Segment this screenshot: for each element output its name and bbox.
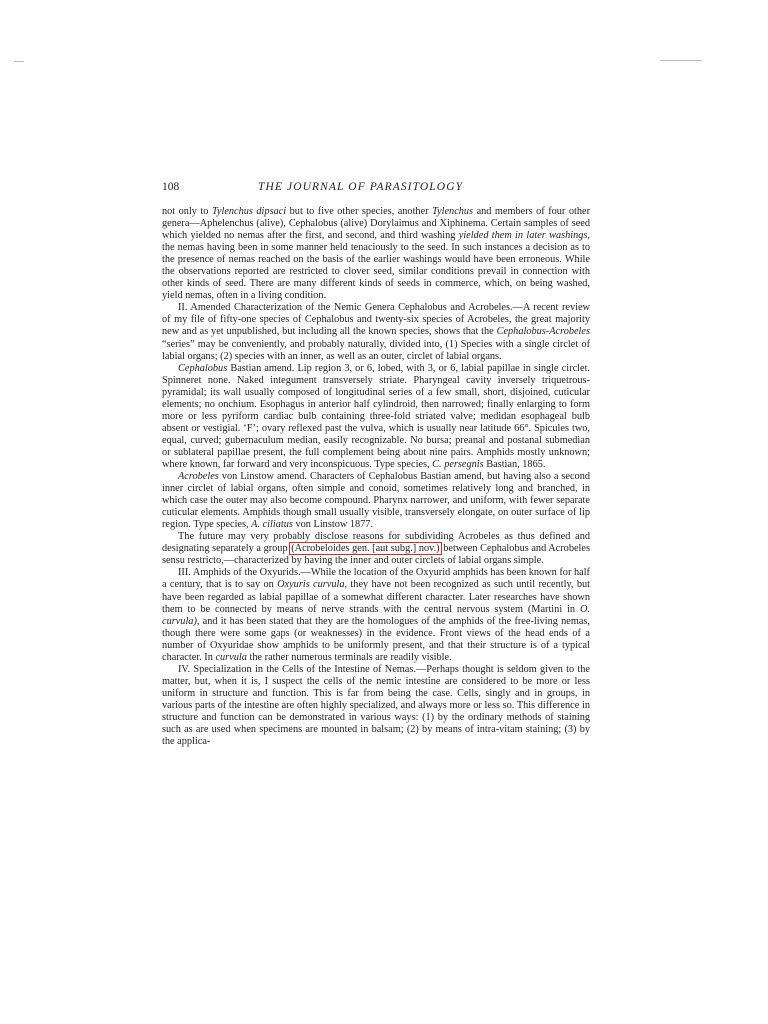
- text-segment: the rather numerous terminals are readily visible.: [246, 651, 452, 663]
- highlighted-genus-name: (Acrobeloides gen. [aut subg.] nov.): [291, 543, 440, 555]
- text-segment: “series” may be conveniently, and probably naturally, divided into, (1) Species with a single circlet of labial organs; (2) species with an inner, as well as an outer, circlet of labial organs.: [162, 338, 590, 362]
- text-segment: the nemas having been in some manner held tenaciously to the seed. In such instances a decision as to the presence of nemas reached on the basis of the earlier washings would have been erroneous. While the observations reported are restricted to clover seed, similar conditions prevail in connection with other kinds of seed. There are many different kinds of seeds in commerce, which, on being washed, yield nemas, often in a living condition.: [162, 242, 590, 302]
- text-segment: and it has been stated that they are the homologues of the amphids of the free-living nemas, though there were some gaps (or weaknesses) in the evidence. Front views of the head ends of a number of Oxyuridae show amphids to be uniformly present, and that their structure is of a typical character. In: [162, 615, 590, 663]
- italic-text: Cephalobus: [178, 362, 228, 374]
- paragraph: [162, 302, 590, 362]
- italic-text: Tylenchus: [432, 206, 474, 217]
- italic-text: yielded them in later washings,: [458, 230, 590, 242]
- italic-text: A. ciliatus: [251, 519, 293, 531]
- journal-title: THE JOURNAL OF PARASITOLOGY: [258, 181, 464, 193]
- paragraph: [162, 664, 590, 748]
- text-segment: and members of four other genera—Aphelenchus (alive), Cephalobus (alive) Dorylaimus and Xiphinema. Certain samples of seed which yielded no nemas after the first, and second, and third washing: [162, 206, 590, 242]
- paragraph: [162, 567, 590, 663]
- text-segment: Bastian, 1865.: [483, 458, 546, 470]
- text-segment: von Linstow 1877.: [292, 519, 374, 531]
- text-segment: not only to: [162, 206, 212, 217]
- text-segment: von Linstow amend. Characters of Cephalobus Bastian amend, but having also a second inner circlet of labial organs, often simple and conoid, sometimes relatively long and branched, in which case the outer may also become compound. Pharynx narrower, and uniform, with fewer separate cuticular elements. Amphids though small usually visible, transversely elongate, on outer surface of lip region. Type species,: [162, 471, 590, 531]
- italic-text: Cephalobus-Acrobeles: [496, 326, 590, 338]
- paragraph: [162, 471, 590, 531]
- italic-text: O. curvula),: [162, 603, 590, 627]
- italic-text: Acrobeles: [178, 471, 219, 483]
- text-segment: The future may very probably disclose reasons for subdividing Acrobeles as thus defined and designating separately a group: [162, 531, 590, 555]
- page-header: [162, 181, 592, 197]
- page-number: 108: [162, 181, 180, 193]
- text-segment: II. Amended Characterization of the Nemic Genera Cephalobus and Acrobeles.—A recent review of my file of fifty-one species of Cephalobus and twenty-six species of Acrobeles, the great majority new and as yet unpublished, but including all the known species, shows that the: [162, 302, 590, 338]
- text-segment: but to five other species, another: [286, 206, 433, 217]
- paragraph: [162, 206, 590, 302]
- italic-text: Oxyuris curvula,: [277, 579, 348, 591]
- paragraph: [162, 531, 590, 567]
- text-segment: Bastian amend. Lip region 3, or 6, lobed, with 3, or 6, labial papillae in single circlet. Spinneret none. Naked integument transversely striate. Pharyngeal cavity inversely triquetrous-pyramidal; its wall usually composed of longitudinal series of a few small, short, disjoined, cuticular elements; no onchium. Esophagus in anterior half cylindroid, then narrowed; finally enlarging to form more or less pyriform cardiac bulb containing three-fold striated valve; medidan esophageal bulb absent or vestigial. ‘F’; ovary reflexed past the vulva, which is usually near latitude 66°. Spicules two, equal, curved; gubernaculum median, easily recognizable. No bursa; preanal and postanal submedian or sublateral papillae present, the full complement being about nine pairs. Amphids mostly unknown; where known, far forward and very inconspicuous. Type species,: [162, 362, 590, 470]
- italic-text: C. persegnis: [432, 458, 484, 470]
- text-segment: between Cephalobus and Acrobeles sensu restricto,—characterized by having the inner and outer circlets of labial organs simple.: [162, 543, 590, 567]
- paragraph: [162, 363, 590, 471]
- scan-margin-mark: [660, 60, 702, 61]
- scan-margin-mark: [14, 61, 24, 62]
- text-segment: they have not been recognized as such until recently, but have been regarded as labial papillae of a somewhat different character. Later researches have shown them to be connected by means of nerve strands with the central nervous system (Martini in: [162, 579, 591, 615]
- article-body: [162, 206, 590, 748]
- italic-text: curvula: [215, 651, 247, 663]
- text-segment: IV. Specialization in the Cells of the Intestine of Nemas.—Perhaps thought is seldom given to the matter, but, when it is, I suspect the cells of the nemic intestine are considered to be more or less uniform in structure and function. This is far from being the case. Cells, singly and in groups, in various parts of the intestine are often highly specialized, and always more or less so. This difference in structure and function can be demonstrated in various ways: (1) by the ordinary methods of staining such as are used when specimens are mounted in balsam; (2) by means of intra-vitam staining; (3) by the applica-: [162, 663, 590, 748]
- italic-text: Tylenchus dipsaci: [211, 206, 287, 217]
- text-segment: III. Amphids of the Oxyurids.—While the location of the Oxyurid amphids has been known for half a century, that is to say on: [162, 567, 590, 591]
